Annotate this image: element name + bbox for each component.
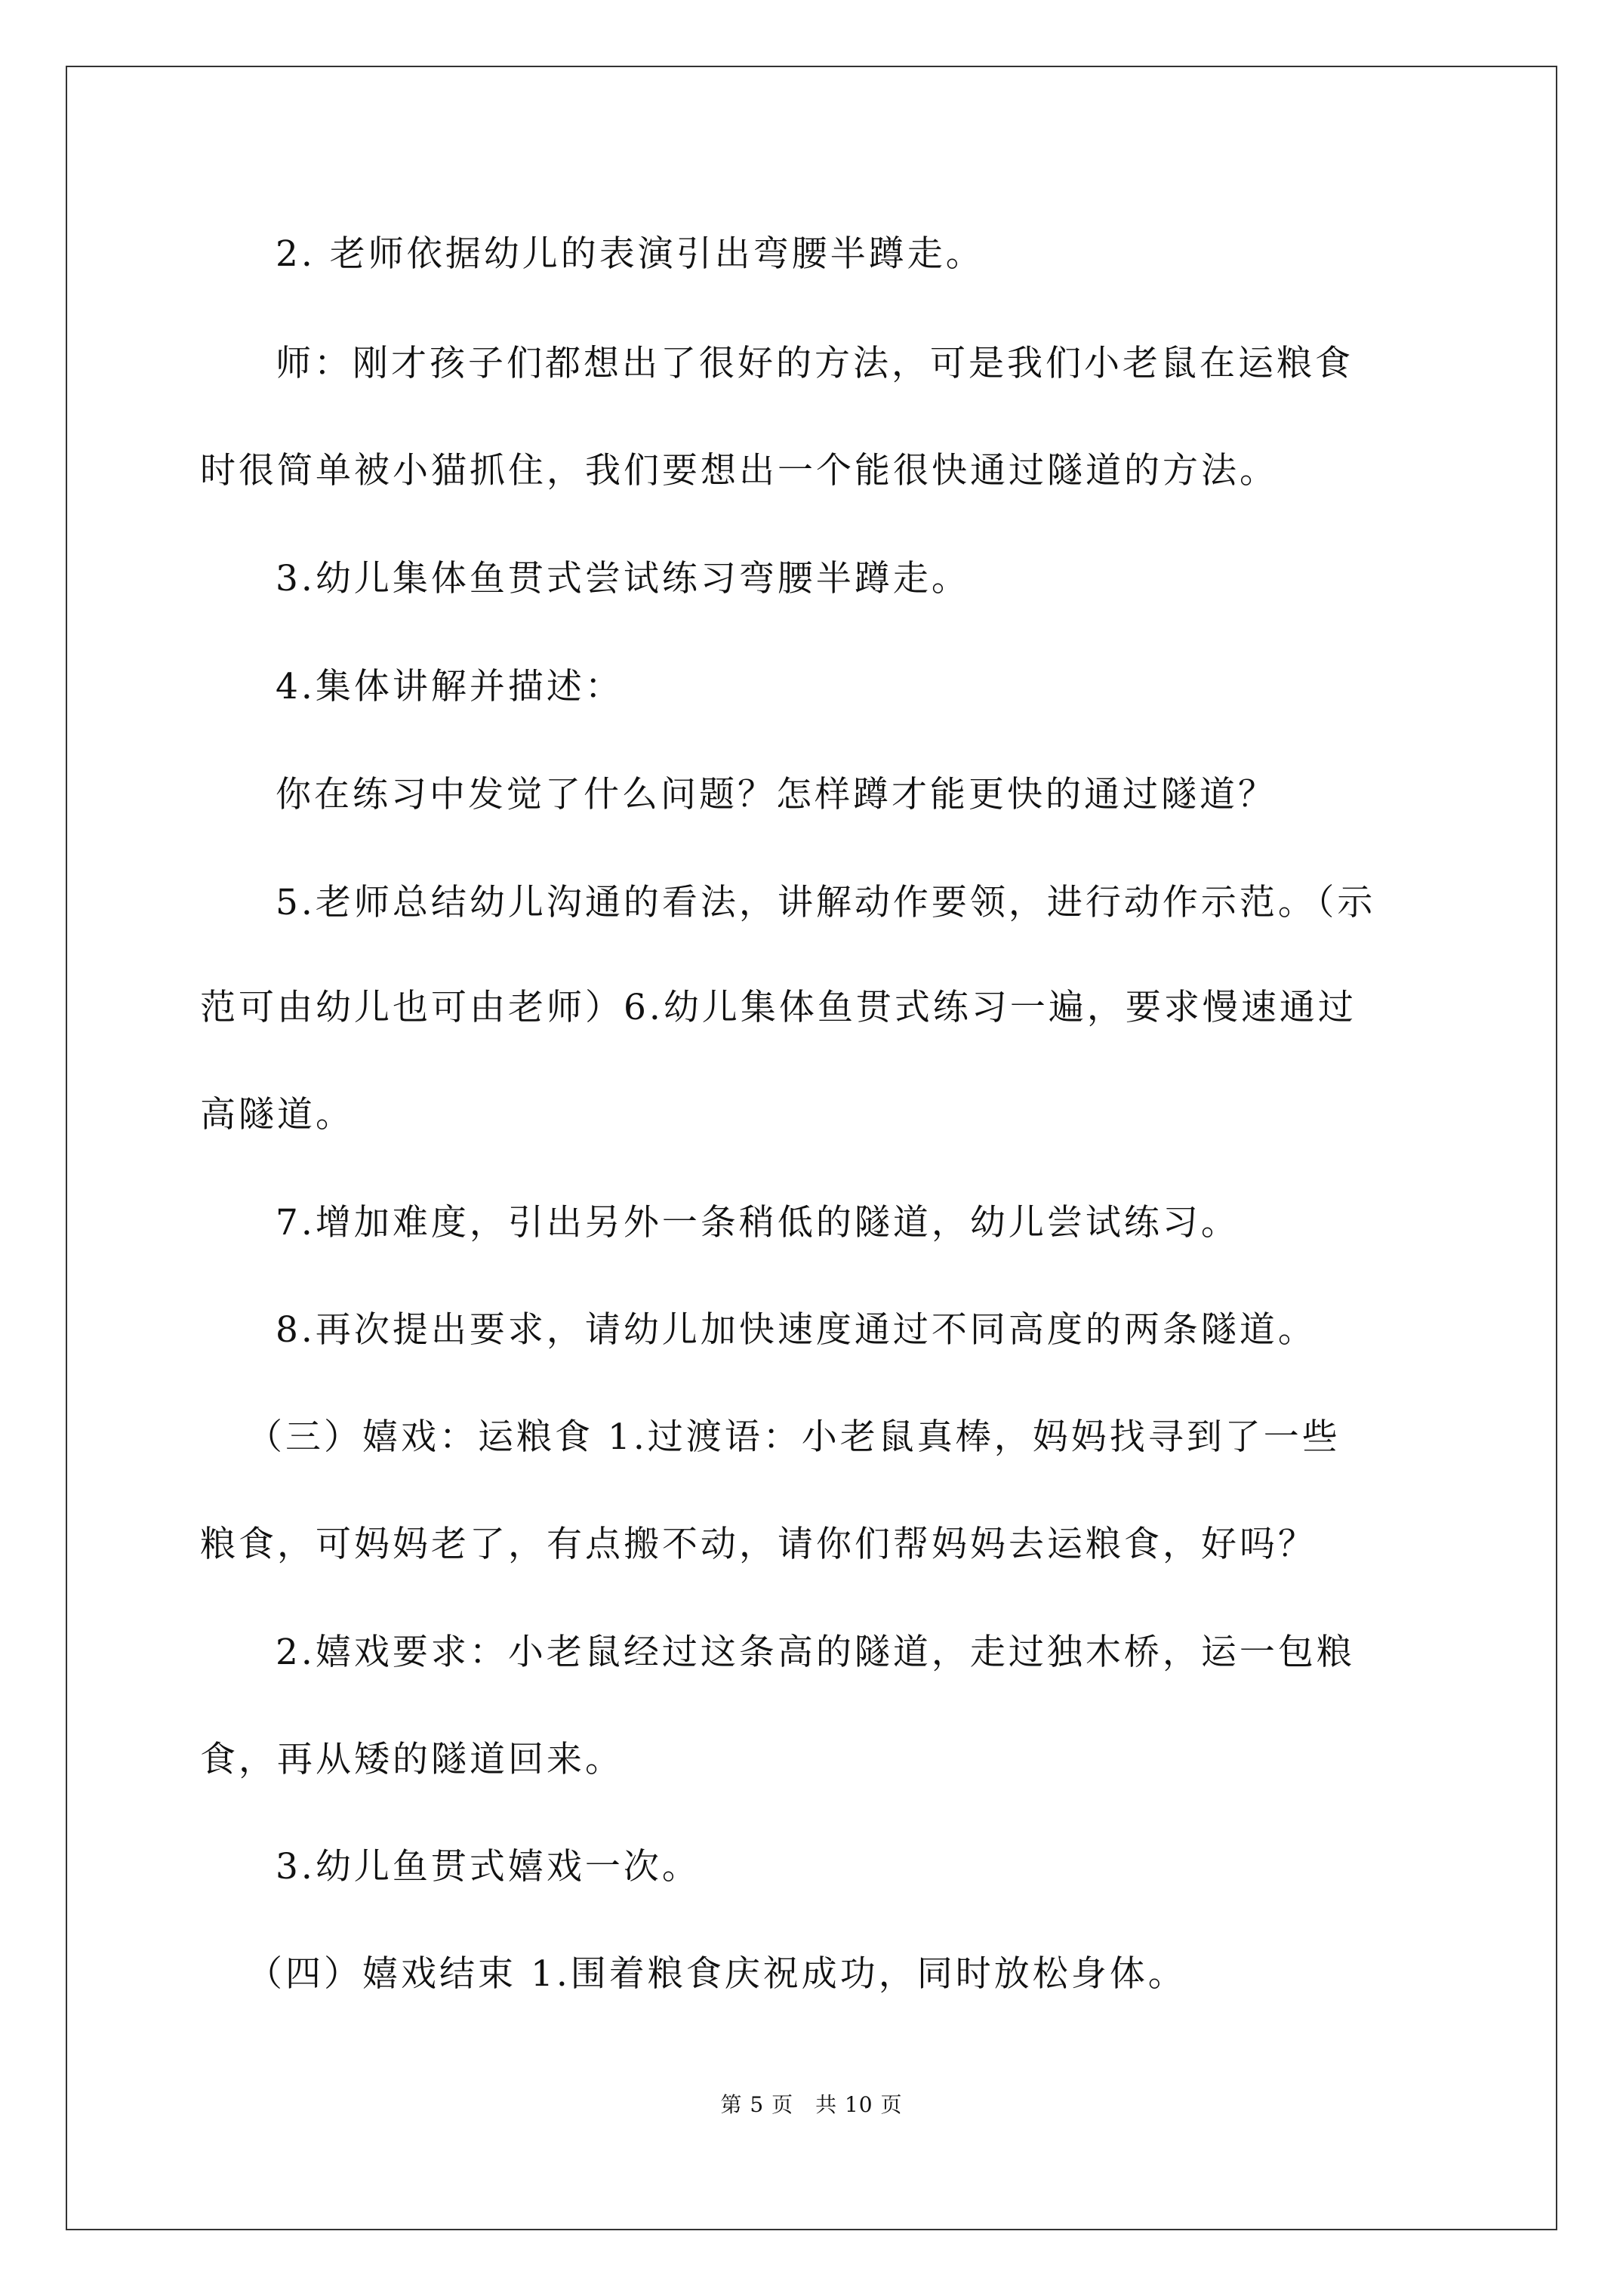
- paragraph-line: 范可由幼儿也可由老师）6.幼儿集体鱼贯式练习一遍，要求慢速通过: [200, 987, 1357, 1028]
- paragraph-line: 2. 老师依据幼儿的表演引出弯腰半蹲走。: [276, 233, 984, 275]
- paragraph-line: 4.集体讲解并描述：: [276, 666, 624, 707]
- page-border: [66, 66, 1557, 2230]
- paragraph-line: 3.幼儿鱼贯式嬉戏一次。: [276, 1846, 701, 1888]
- page-number-footer: 第 5 页 共 10 页: [720, 2092, 903, 2117]
- paragraph-line: 食，再从矮的隧道回来。: [200, 1739, 624, 1780]
- paragraph-line: 8.再次提出要求，请幼儿加快速度通过不同高度的两条隧道。: [276, 1309, 1317, 1351]
- paragraph-line: （四）嬉戏结束 1.围着粮食庆祝成功，同时放松身体。: [247, 1953, 1187, 1995]
- paragraph-line: 3.幼儿集体鱼贯式尝试练习弯腰半蹲走。: [276, 558, 970, 599]
- paragraph-line: （三）嬉戏：运粮食 1.过渡语：小老鼠真棒，妈妈找寻到了一些: [247, 1416, 1341, 1458]
- paragraph-line: 高隧道。: [200, 1094, 354, 1136]
- paragraph-line: 2.嬉戏要求：小老鼠经过这条高的隧道，走过独木桥，运一包粮: [276, 1632, 1355, 1673]
- paragraph-line: 师：刚才孩子们都想出了很好的方法，可是我们小老鼠在运粮食: [276, 343, 1354, 384]
- paragraph-line: 5.老师总结幼儿沟通的看法，讲解动作要领，进行动作示范。（示: [276, 882, 1376, 923]
- paragraph-line: 你在练习中发觉了什么问题？怎样蹲才能更快的通过隧道？: [276, 774, 1277, 815]
- paragraph-line: 粮食，可妈妈老了，有点搬不动，请你们帮妈妈去运粮食，好吗？: [200, 1524, 1317, 1565]
- paragraph-line: 7.增加难度，引出另外一条稍低的隧道，幼儿尝试练习。: [276, 1202, 1240, 1244]
- paragraph-line: 时很简单被小猫抓住，我们要想出一个能很快通过隧道的方法。: [200, 450, 1278, 492]
